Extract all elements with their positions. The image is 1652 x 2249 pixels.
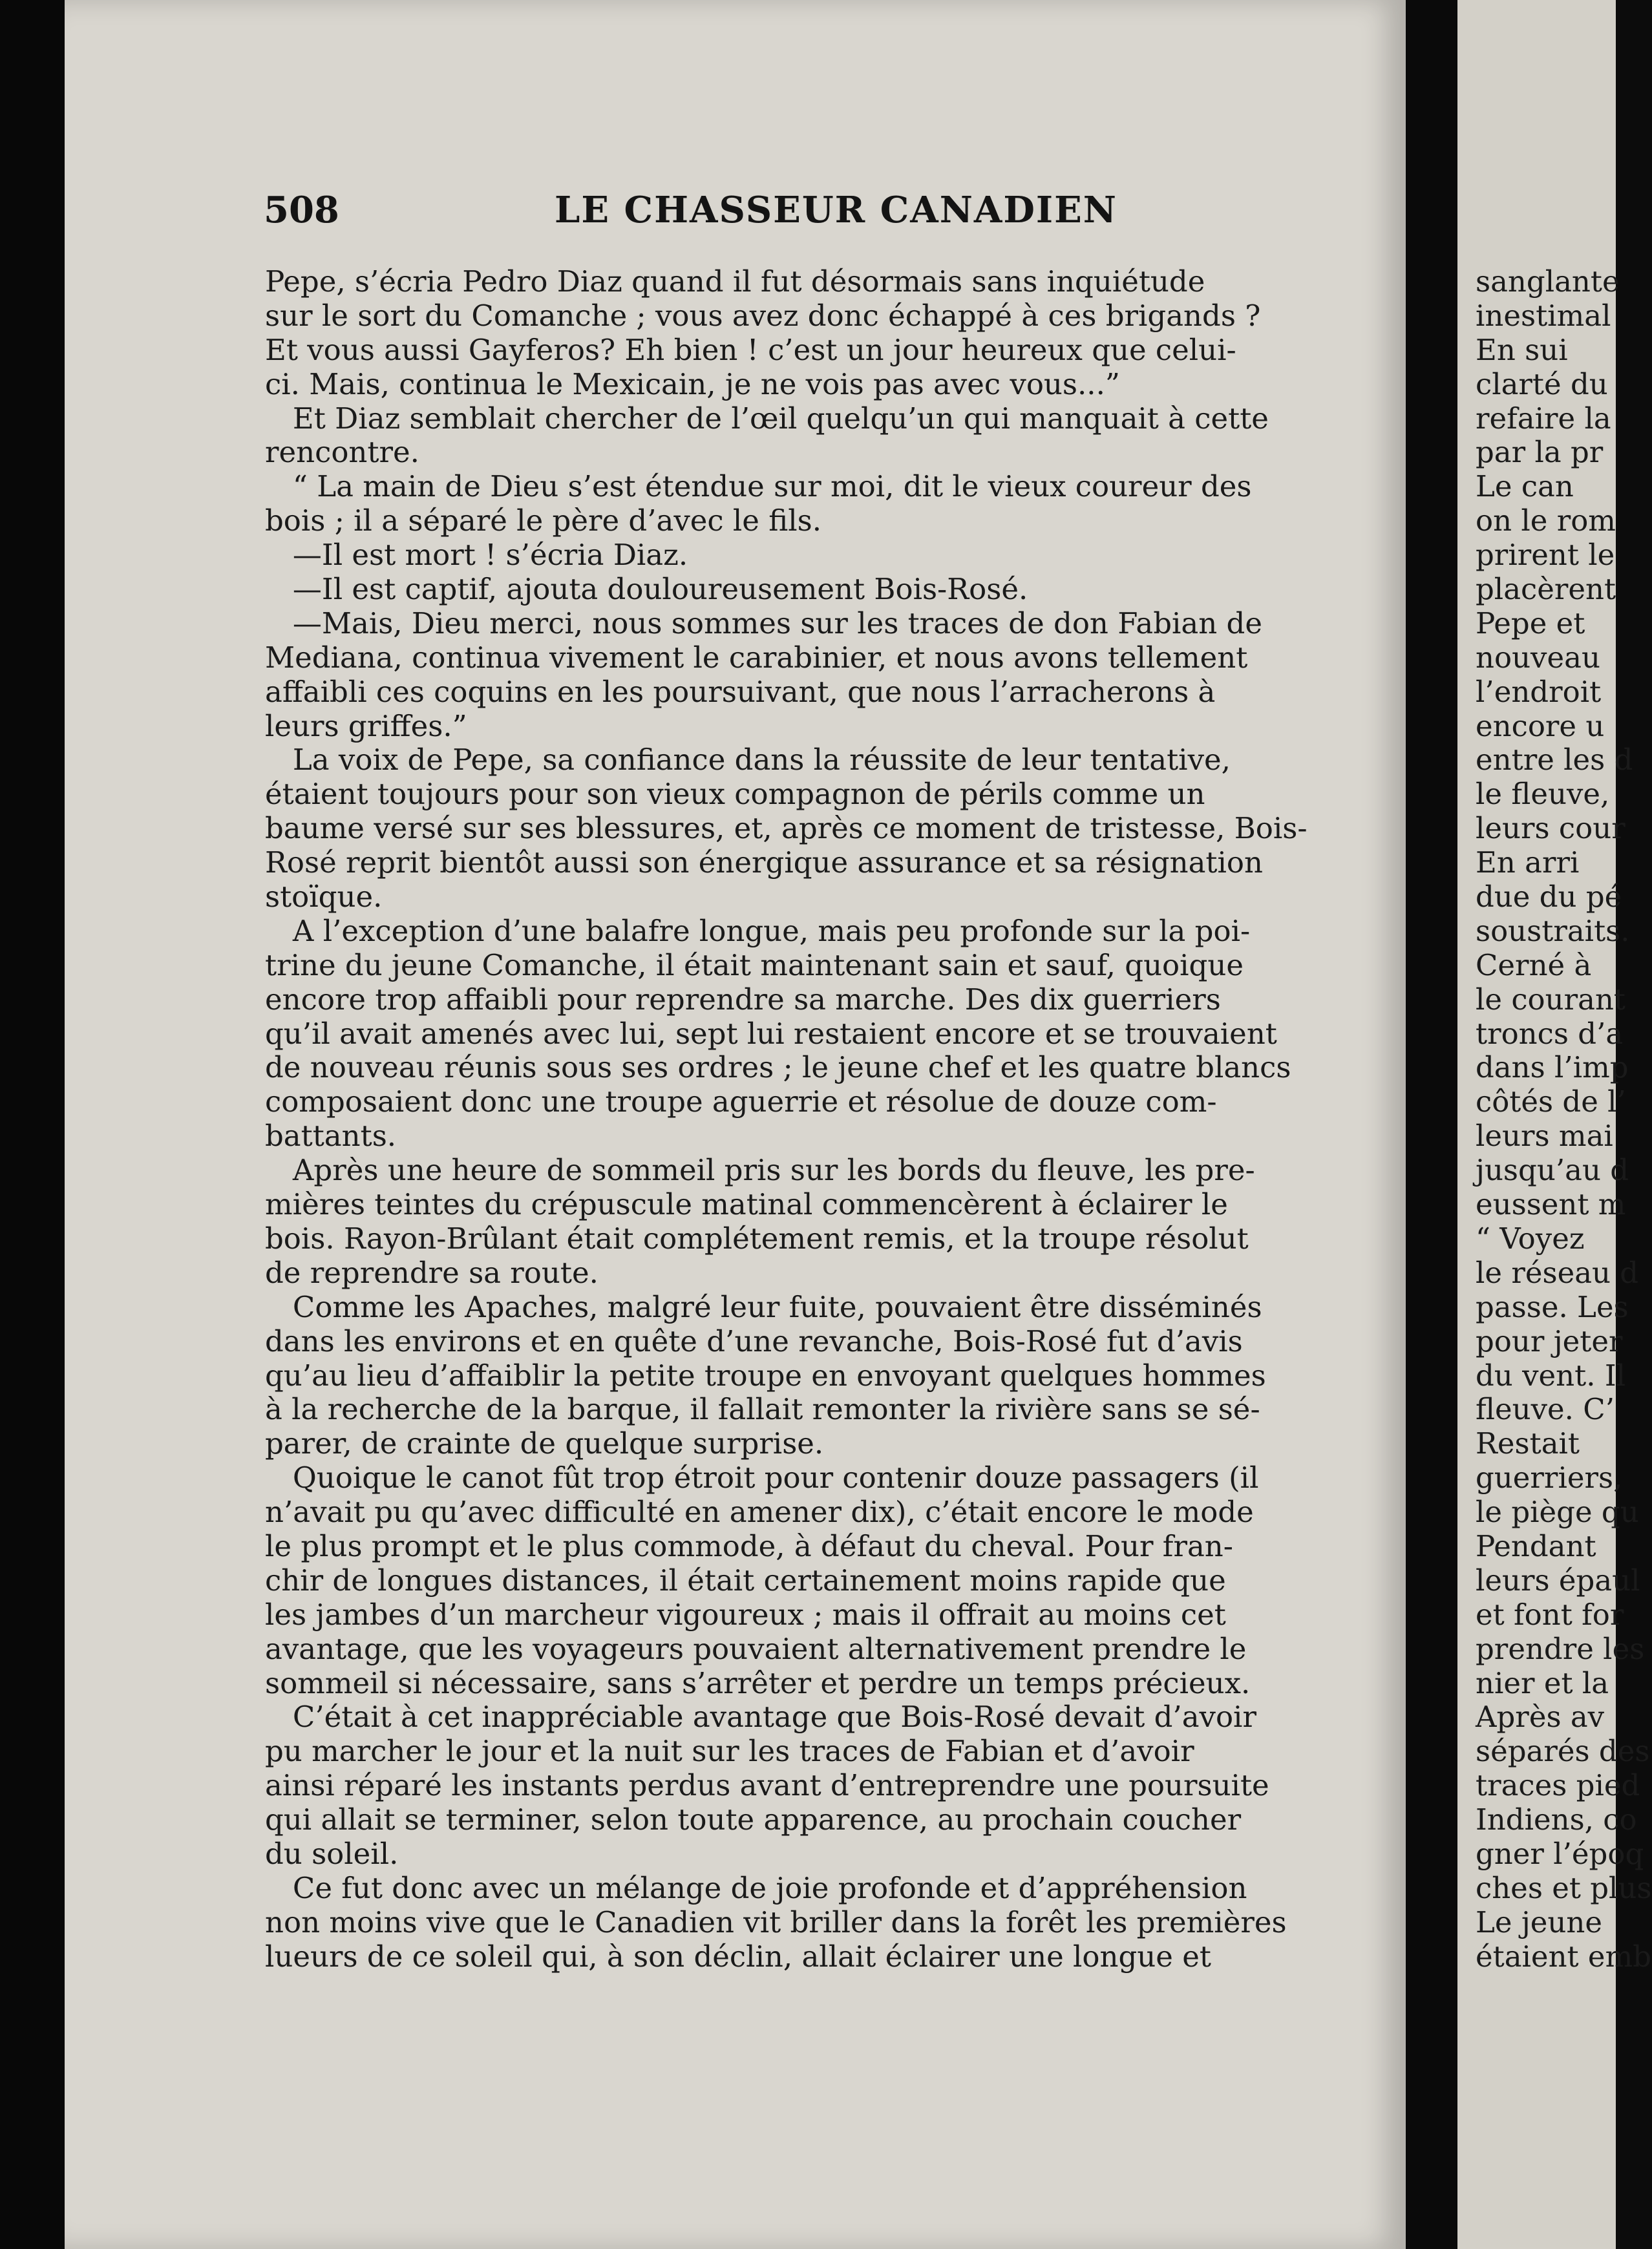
text-line: affaibli ces coquins en les poursuivant, que nous l’arracherons à [265,674,1216,709]
right-page-text-line: guerriers, [1476,1461,1623,1495]
text-line: de nouveau réunis sous ses ordres ; le jeune chef et les quatre blancs [265,1050,1291,1085]
right-page-text-line: Après av [1476,1700,1605,1735]
right-page-text-line: sanglante [1476,264,1620,299]
text-line: qu’au lieu d’affaiblir la petite troupe en envoyant quelques hommes [265,1358,1266,1393]
right-page-text-line: le fleuve, [1476,777,1610,812]
text-line: A l’exception d’une balafre longue, mais peu profonde sur la poi- [265,913,1251,948]
text-line: pu marcher le jour et la nuit sur les traces de Fabian et d’avoir [265,1734,1194,1769]
text-line: à la recherche de la barque, il fallait remonter la rivière sans se sé- [265,1392,1260,1427]
text-line: Comme les Apaches, malgré leur fuite, pouvaient être disséminés [265,1289,1262,1324]
text-line: composaient donc une troupe aguerrie et résolue de douze com- [265,1084,1217,1119]
right-page-text-line: nier et la [1476,1665,1609,1700]
right-page-text-line: l’endroit [1476,674,1602,709]
running-head [264,189,1220,240]
right-page-text-line: Cerné à [1476,947,1592,982]
text-line: Pepe, s’écria Pedro Diaz quand il fut désormais sans inquiétude [265,264,1205,299]
text-line: n’avait pu qu’avec difficulté en amener dix), c’était encore le mode [265,1495,1254,1530]
scan-left-margin [0,0,65,2249]
text-line: trine du jeune Comanche, il était maintenant sain et sauf, quoique [265,947,1244,982]
text-line: —Il est mort ! s’écria Diaz. [265,538,688,573]
right-page-text-line: Indiens, co [1476,1802,1637,1837]
right-page-text-line: Pepe et [1476,606,1585,640]
right-page-text-line: Restait [1476,1426,1580,1461]
running-title: LE CHASSEUR CANADIEN [555,189,1117,231]
right-page-text-line: prirent le [1476,538,1615,573]
right-page-text-line: pour jeter [1476,1324,1623,1358]
text-line: dans les environs et en quête d’une revanche, Bois-Rosé fut d’avis [265,1324,1243,1358]
text-line: Quoique le canot fût trop étroit pour contenir douze passagers (il [265,1461,1259,1495]
text-line: Rosé reprit bientôt aussi son énergique assurance et sa résignation [265,845,1263,880]
right-page-text-line: le réseau d [1476,1255,1639,1290]
text-line: Après une heure de sommeil pris sur les bords du fleuve, les pre- [265,1153,1255,1188]
text-line: leurs griffes.” [265,708,467,743]
right-page-text-line: passe. Les [1476,1289,1629,1324]
text-line: rencontre. [265,435,419,470]
text-line: les jambes d’un marcheur vigoureux ; mais il offrait au moins cet [265,1597,1226,1632]
right-page-text-line: soustraits. [1476,913,1630,948]
right-page-text-line: clarté du [1476,366,1608,401]
right-page-text-line: prendre les [1476,1631,1645,1666]
right-page-text-line: du vent. Il [1476,1358,1626,1393]
right-page-text-line: placèrent [1476,572,1616,607]
text-line: du soleil. [265,1836,399,1871]
right-page-text-line: En arri [1476,845,1580,880]
right-page-text-line: côtés de l’ [1476,1084,1626,1119]
right-page-text-line: leurs épaul [1476,1563,1640,1598]
text-line: le plus prompt et le plus commode, à défaut du cheval. Pour fran- [265,1528,1233,1563]
right-page-text-line: inestimal [1476,298,1611,333]
body-text [265,265,1325,1974]
text-line: Et vous aussi Gayferos? Eh bien ! c’est un jour heureux que celui- [265,332,1236,367]
text-line: ainsi réparé les instants perdus avant d’entreprendre une poursuite [265,1768,1269,1803]
right-page-text-line: gner l’époq [1476,1836,1644,1871]
text-line: avantage, que les voyageurs pouvaient alternativement prendre le [265,1631,1247,1666]
text-line: mières teintes du crépuscule matinal commencèrent à éclairer le [265,1187,1228,1222]
text-line: bois ; il a séparé le père d’avec le fils. [265,503,822,538]
text-line: C’était à cet inappréciable avantage que Bois-Rosé devait d’avoir [265,1700,1256,1735]
book-gutter [1406,0,1457,2249]
right-page-text-line: En sui [1476,332,1568,367]
right-page-text-line: fleuve. C’ [1476,1392,1615,1427]
page-number: 508 [264,189,339,231]
right-page-text-line: ches et plus [1476,1870,1652,1905]
right-page-text-line: “ Voyez [1476,1221,1585,1256]
right-page-text-line: refaire la [1476,401,1611,436]
text-line: non moins vive que le Canadien vit briller dans la forêt les premières [265,1905,1287,1939]
right-page-text-line: le piège qu [1476,1495,1639,1530]
text-line: Mediana, continua vivement le carabinier, et nous avons tellement [265,640,1248,675]
text-line: qui allait se terminer, selon toute apparence, au prochain coucher [265,1802,1242,1837]
right-page-text [1476,264,1652,1974]
text-line: bois. Rayon-Brûlant était complétement remis, et la troupe résolut [265,1221,1249,1256]
right-page-text-line: encore u [1476,708,1605,743]
text-line: stoïque. [265,880,383,914]
right-page-text-line: Pendant [1476,1528,1596,1563]
right-page-text-line: troncs d’a [1476,1016,1624,1051]
right-page-text-line: eussent m [1476,1187,1626,1222]
text-line: battants. [265,1119,397,1154]
right-page-text-line: séparés des [1476,1734,1650,1769]
text-line: “ La main de Dieu s’est étendue sur moi, dit le vieux coureur des [265,469,1252,504]
text-line: encore trop affaibli pour reprendre sa marche. Des dix guerriers [265,982,1221,1017]
right-page-text-line: Le can [1476,469,1574,504]
text-line: parer, de crainte de quelque surprise. [265,1426,824,1461]
text-line: lueurs de ce soleil qui, à son déclin, allait éclairer une longue et [265,1939,1211,1974]
right-page-text-line: Le jeune [1476,1905,1602,1939]
right-page-text-line: le courant [1476,982,1626,1017]
text-line: de reprendre sa route. [265,1255,598,1290]
text-line: étaient toujours pour son vieux compagnon de périls comme un [265,777,1205,812]
right-page-text-line: et font for [1476,1597,1624,1632]
right-page-text-line: jusqu’au d [1476,1153,1629,1188]
right-page-text-line: entre les d [1476,743,1633,777]
text-line: La voix de Pepe, sa confiance dans la réussite de leur tentative, [265,743,1231,777]
text-line: —Mais, Dieu merci, nous sommes sur les traces de don Fabian de [265,606,1262,640]
right-page-text-line: due du pé [1476,880,1622,914]
text-line: sur le sort du Comanche ; vous avez donc échappé à ces brigands ? [265,298,1261,333]
text-line: chir de longues distances, il était certainement moins rapide que [265,1563,1226,1598]
text-line: sommeil si nécessaire, sans s’arrêter et perdre un temps précieux. [265,1665,1251,1700]
right-page-text-line: par la pr [1476,435,1604,470]
text-line: Et Diaz semblait chercher de l’œil quelqu’un qui manquait à cette [265,401,1269,436]
text-line: ci. Mais, continua le Mexicain, je ne vois pas avec vous...” [265,366,1120,401]
right-page-text-line: traces pied [1476,1768,1640,1803]
right-page-text-line: étaient emb [1476,1939,1652,1974]
text-line: baume versé sur ses blessures, et, après ce moment de tristesse, Bois- [265,811,1308,846]
right-page-text-line: dans l’imp [1476,1050,1629,1085]
text-line: —Il est captif, ajouta douloureusement Bois-Rosé. [265,572,1028,607]
right-page-text-line: leurs mai [1476,1119,1613,1154]
text-line: Ce fut donc avec un mélange de joie profonde et d’appréhension [265,1870,1247,1905]
right-page-text-line: nouveau [1476,640,1600,675]
right-page-text-line: on le rom [1476,503,1616,538]
text-line: qu’il avait amenés avec lui, sept lui restaient encore et se trouvaient [265,1016,1277,1051]
right-page-text-line: leurs cour [1476,811,1626,846]
